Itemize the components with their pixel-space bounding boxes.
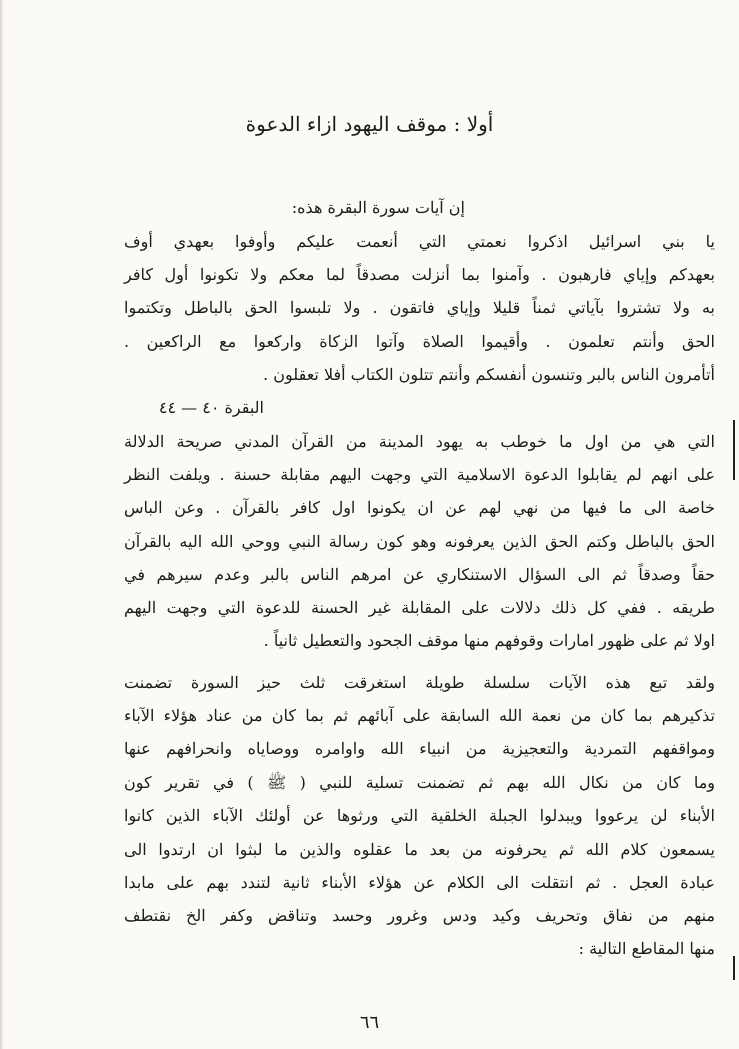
paragraph-line: ومواقفهم التمردية والتعجيزية من انبياء الله واوامره ووصاياه وانحرافهم عنها xyxy=(124,739,715,758)
paragraph-line: ولقد تبع هذه الآيات سلسلة طويلة استغرقت ثلث حيز السورة تضمنت xyxy=(124,673,715,692)
document-page: أولا : موقف اليهود ازاء الدعوة إن آيات سورة البقرة هذه: يا بني اسرائيل اذكروا نعمتي التي أنعمت عليكم وأوفوا بعهدي أوف بعهدكم وإياي فارهبون . وآمنوا بما أنزلت مصدقاً لما معكم ولا تكونوا أول كافر به ولا تشتروا بآياتي ثمناً قليلا وإياي فاتقون . ولا تلبسوا الحق بالباطل وتكتموا الحق وأنتم تعلمون . وأقيموا الصلاة وآتوا الزكاة واركعوا مع الراكعين . أتأمرون الناس بالبر وتنسون أنفسكم وأنتم تتلون الكتاب أفلا تعقلون . البقرة ٤٠ — ٤٤ التي هي من اول ما خوطب به يهود المدينة من القرآن المدني صريحة الدلالة على انهم لم يقابلوا الدعوة الاسلامية التي وجهت اليهم مقابلة حسنة . ويلفت النظر خاصة الى ما فيها من نهي لهم عن ان يكونوا اول كافر بالقرآن . وعن الباس الحق بالباطل وكتم الحق الذين يعرفونه وهو كون رسالة النبي ووحي الله اليه بالقرآن حقاً وصدقاً ثم الى السؤال الاستنكاري عن امرهم الناس بالبر وعدم سيرهم في طريقه . ففي كل ذلك دلالات على المقابلة غير الحسنة للدعوة التي وجهت اليهم اولا ثم على ظهور امارات وقوفهم منها موقف الجحود والتعطيل ثانياً . ولقد تبع هذه الآيات سلسلة طويلة استغرقت ثلث حيز السورة تضمنت تذكيرهم بما كان من نعمة الله السابقة على آبائهم ثم بما كان من عناد هؤلاء الآباء ومواقفهم التمردية والتعجيزية من انبياء الله واوامره ووصاياه وانحرافهم عنها وما كان من نكال الله بهم ثم تضمنت تسلية للنبي ( ﷺ ) في تقرير كون الأبناء لن يرعووا ويبدلوا الجبلة الخلقية التي ورثوها عن أولئك الآباء الذين كانوا يسمعون كلام الله ثم يحرفونه من بعد ما عقلوه والذين ما لبثوا ان ارتدوا الى عبادة العجل . ثم انتقلت الى الكلام عن هؤلاء الأبناء ثانية لتندد بهم على مابدا منهم من نفاق وتحريف وكيد ودس وغرور وحسد وتناقض وكفر الخ نقتطف منها المقاطع التالية : ٦٦ xyxy=(0,0,739,1049)
paragraph-line: خاصة الى ما فيها من نهي لهم عن ان يكونوا اول كافر بالقرآن . وعن الباس xyxy=(124,498,715,517)
scan-edge-shadow xyxy=(0,0,4,1049)
quote-line: أتأمرون الناس بالبر وتنسون أنفسكم وأنتم تتلون الكتاب أفلا تعقلون . xyxy=(263,365,715,384)
paragraph-line: وما كان من نكال الله بهم ثم تضمنت تسلية للنبي ( ﷺ ) في تقرير كون xyxy=(124,773,716,792)
paragraph-line: على انهم لم يقابلوا الدعوة الاسلامية التي وجهت اليهم مقابلة حسنة . ويلفت النظر xyxy=(124,465,715,484)
paragraph-line: اولا ثم على ظهور امارات وقوفهم منها موقف الجحود والتعطيل ثانياً . xyxy=(263,631,715,650)
page-number: ٦٦ xyxy=(359,1012,380,1033)
paragraph-line: حقاً وصدقاً ثم الى السؤال الاستنكاري عن امرهم الناس بالبر وعدم سيرهم في xyxy=(124,565,715,584)
paragraph-line: طريقه . ففي كل ذلك دلالات على المقابلة غير الحسنة للدعوة التي وجهت اليهم xyxy=(124,598,715,617)
quote-line: به ولا تشتروا بآياتي ثمناً قليلا وإياي فاتقون . ولا تلبسوا الحق بالباطل وتكتموا xyxy=(124,298,716,317)
paragraph-line: منها المقاطع التالية : xyxy=(578,939,715,958)
paragraph-line: منهم من نفاق وتحريف وكيد ودس وغرور وحسد وتناقض وكفر الخ نقتطف xyxy=(124,906,715,925)
paragraph-line: الأبناء لن يرعووا ويبدلوا الجبلة الخلقية التي ورثوها عن أولئك الآباء الذين كانوا xyxy=(124,806,715,825)
quote-line: يا بني اسرائيل اذكروا نعمتي التي أنعمت عليكم وأوفوا بعهدي أوف xyxy=(124,232,715,251)
quote-line: الحق وأنتم تعلمون . وأقيموا الصلاة وآتوا الزكاة واركعوا مع الراكعين . xyxy=(124,332,715,351)
paragraph-line: يسمعون كلام الله ثم يحرفونه من بعد ما عقلوه والذين ما لبثوا ان ارتدوا الى xyxy=(124,840,715,859)
paragraph-line: التي هي من اول ما خوطب به يهود المدينة من القرآن المدني صريحة الدلالة xyxy=(124,432,715,451)
margin-mark xyxy=(733,420,735,480)
margin-mark xyxy=(733,956,735,980)
quote-line: بعهدكم وإياي فارهبون . وآمنوا بما أنزلت مصدقاً لما معكم ولا تكونوا أول كافر xyxy=(124,265,715,284)
paragraph-line: تذكيرهم بما كان من نعمة الله السابقة على آبائهم ثم بما كان من عناد هؤلاء الآباء xyxy=(124,706,715,725)
paragraph-line: الحق بالباطل وكتم الحق الذين يعرفونه وهو كون رسالة النبي ووحي الله اليه بالقرآن xyxy=(124,532,716,551)
paragraph-line: عبادة العجل . ثم انتقلت الى الكلام عن هؤلاء الأبناء ثانية لتندد بهم على مابدا xyxy=(124,873,715,892)
section-heading: أولا : موقف اليهود ازاء الدعوة xyxy=(245,112,494,136)
